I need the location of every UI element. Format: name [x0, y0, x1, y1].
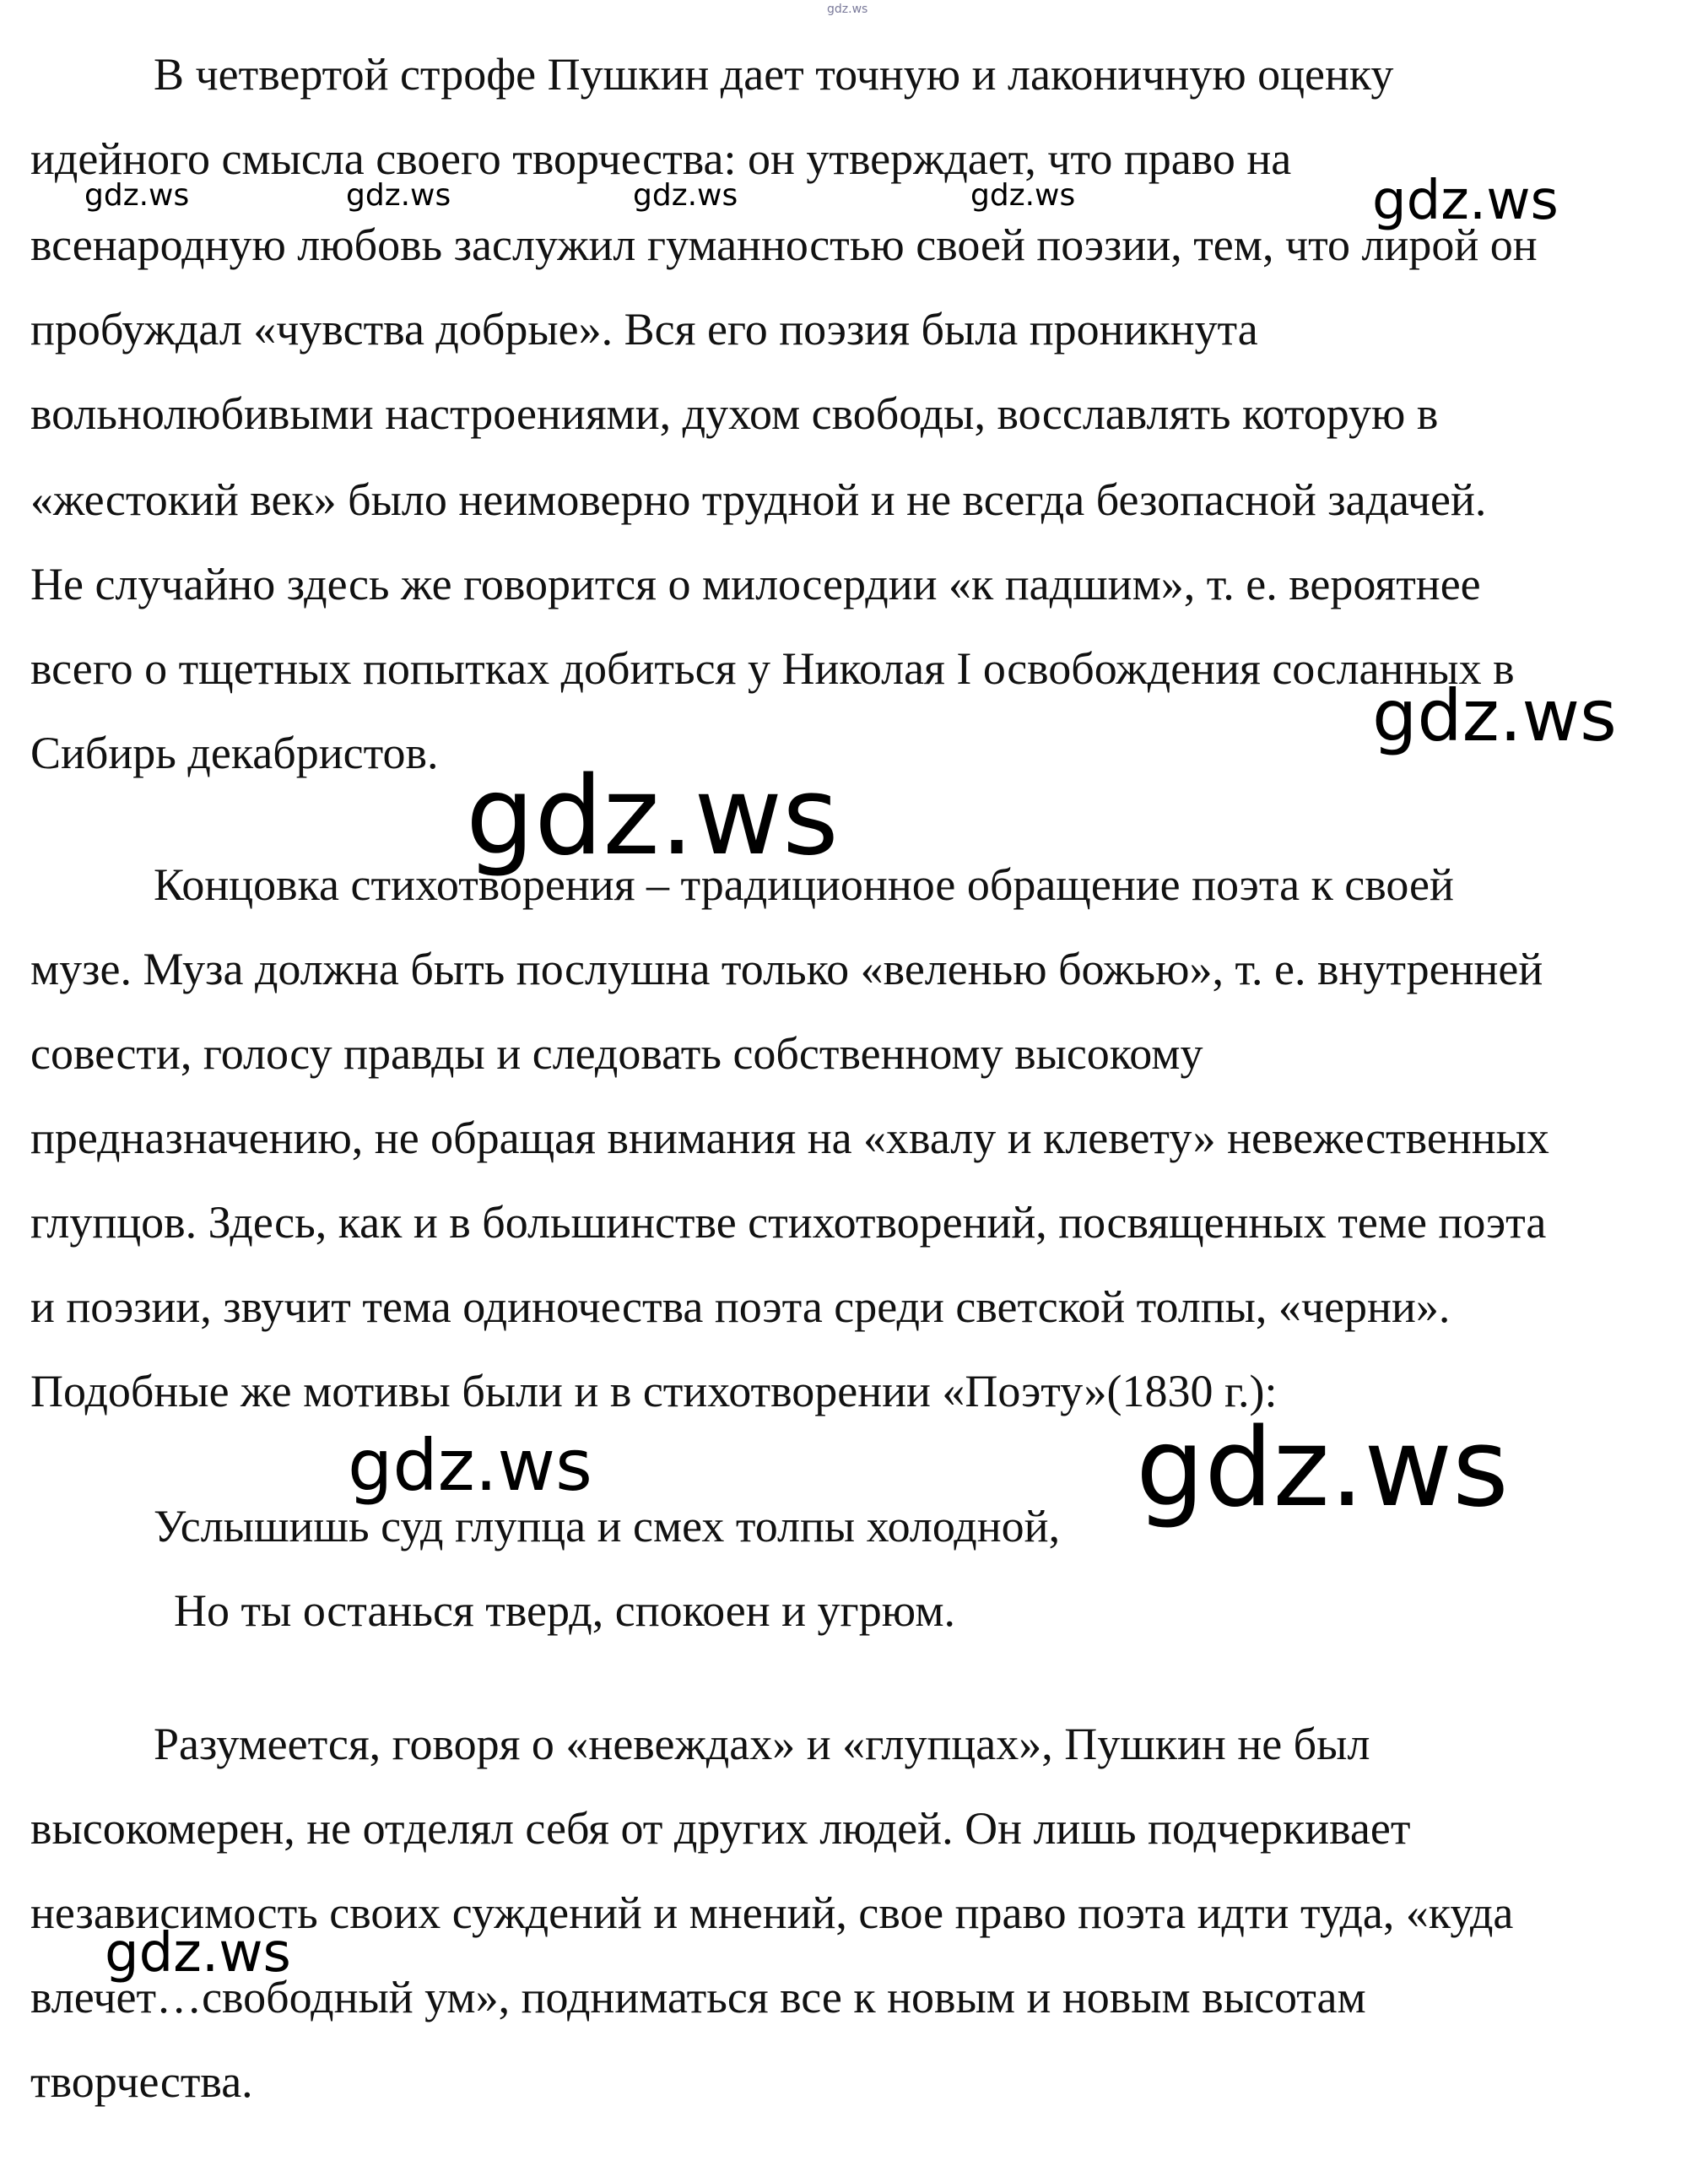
watermark: gdz.ws [1372, 674, 1617, 757]
watermark: gdz.ws [633, 178, 738, 213]
text-line: высокомерен, не отделял себя от других людей. Он лишь подчеркивает [30, 1803, 1411, 1854]
quote-line: Но ты останься тверд, спокоен и угрюм. [174, 1585, 955, 1636]
text-line: всенародную любовь заслужил гуманностью своей поэзии, тем, что лирой он [30, 219, 1538, 270]
text-line: глупцов. Здесь, как и в большинстве стихотворений, посвященных теме поэта [30, 1197, 1547, 1248]
text-line: и поэзии, звучит тема одиночества поэта среди светской толпы, «черни». [30, 1281, 1451, 1332]
watermark: gdz.ws [105, 1922, 291, 1985]
watermark: gdz.ws [827, 3, 868, 16]
text-line: влечет…свободный ум», подниматься все к новым и новым высотам [30, 1972, 1366, 2023]
watermark: gdz.ws [348, 1424, 592, 1507]
watermark: gdz.ws [970, 178, 1076, 213]
text-line: музе. Муза должна быть послушна только «веленью божью», т. е. внутренней [30, 944, 1543, 994]
text-line: Концовка стихотворения – традиционное обращение поэта к своей [154, 859, 1454, 910]
text-line: В четвертой строфе Пушкин дает точную и лаконичную оценку [154, 49, 1394, 100]
text-line: всего о тщетных попытках добиться у Николая I освобождения сосланных в [30, 643, 1515, 694]
text-line: Не случайно здесь же говорится о милосердии «к падшим», т. е. вероятнее [30, 559, 1481, 609]
text-line: предназначению, не обращая внимания на «хвалу и клевету» невежественных [30, 1113, 1549, 1163]
quote-line: Услышишь суд глупца и смех толпы холодной, [154, 1501, 1061, 1551]
text-line: совести, голосу правды и следовать собственному высокому [30, 1028, 1203, 1079]
text-line: Подобные же мотивы были и в стихотворении «Поэту»(1830 г.): [30, 1366, 1278, 1416]
watermark: gdz.ws [1136, 1405, 1509, 1531]
text-line: вольнолюбивыми настроениями, духом свободы, восславлять которую в [30, 388, 1439, 439]
text-line: Разумеется, говоря о «невеждах» и «глупцах», Пушкин не был [154, 1719, 1370, 1769]
text-line: независимость своих суждений и мнений, свое право поэта идти туда, «куда [30, 1887, 1514, 1938]
text-line: идейного смысла своего творчества: он утверждает, что право на [30, 133, 1292, 184]
watermark: gdz.ws [346, 178, 451, 213]
watermark: gdz.ws [466, 754, 839, 880]
text-line: Сибирь декабристов. [30, 728, 439, 778]
text-line: «жестокий век» было неимоверно трудной и не всегда безопасной задачей. [30, 474, 1487, 525]
text-line: творчества. [30, 2056, 253, 2107]
watermark: gdz.ws [1372, 170, 1559, 232]
text-line: пробуждал «чувства добрые». Вся его поэзия была проникнута [30, 304, 1258, 355]
watermark: gdz.ws [84, 178, 190, 213]
